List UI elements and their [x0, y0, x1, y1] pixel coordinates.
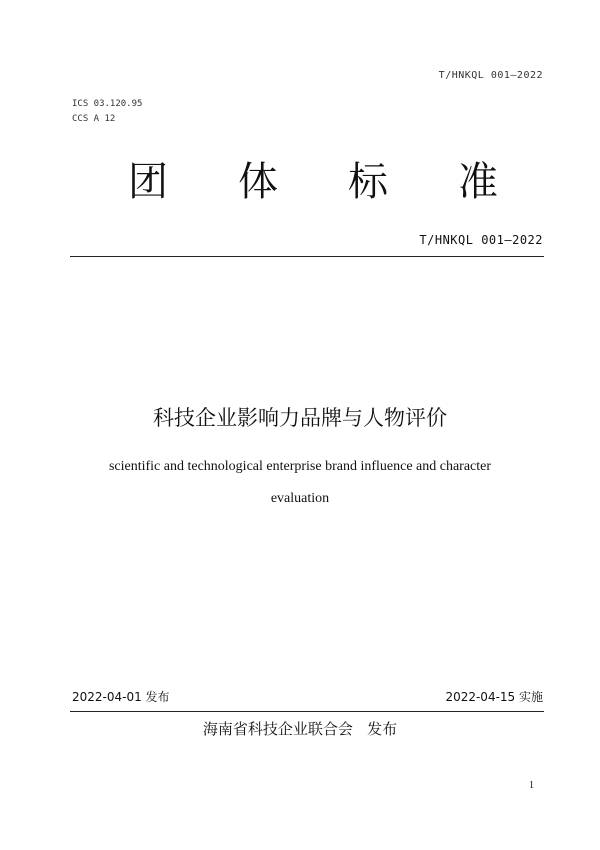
top-divider: [70, 256, 544, 257]
document-type-char: 标: [348, 159, 388, 205]
ics-code: ICS 03.120.95: [72, 99, 143, 109]
document-type-char: 准: [458, 159, 498, 205]
standard-code: T/HNKQL 001—2022: [419, 233, 543, 247]
publisher: 海南省科技企业联合会 发布: [202, 720, 398, 738]
page-number: 1: [529, 780, 534, 791]
english-title: scientific and technological enterprise brand influence and character evaluation: [108, 459, 492, 506]
document-type-title: [128, 150, 498, 207]
document-type-char: 体: [238, 159, 278, 205]
bottom-divider: [70, 711, 544, 712]
document-type-char: 团: [128, 159, 168, 205]
chinese-title: 科技企业影响力品牌与人物评价: [153, 406, 447, 430]
issue-date: 2022-04-01 发布: [72, 690, 170, 704]
implementation-date: 2022-04-15 实施: [445, 690, 543, 704]
ccs-code: CCS A 12: [72, 114, 116, 124]
header-standard-code: T/HNKQL 001—2022: [438, 70, 543, 81]
